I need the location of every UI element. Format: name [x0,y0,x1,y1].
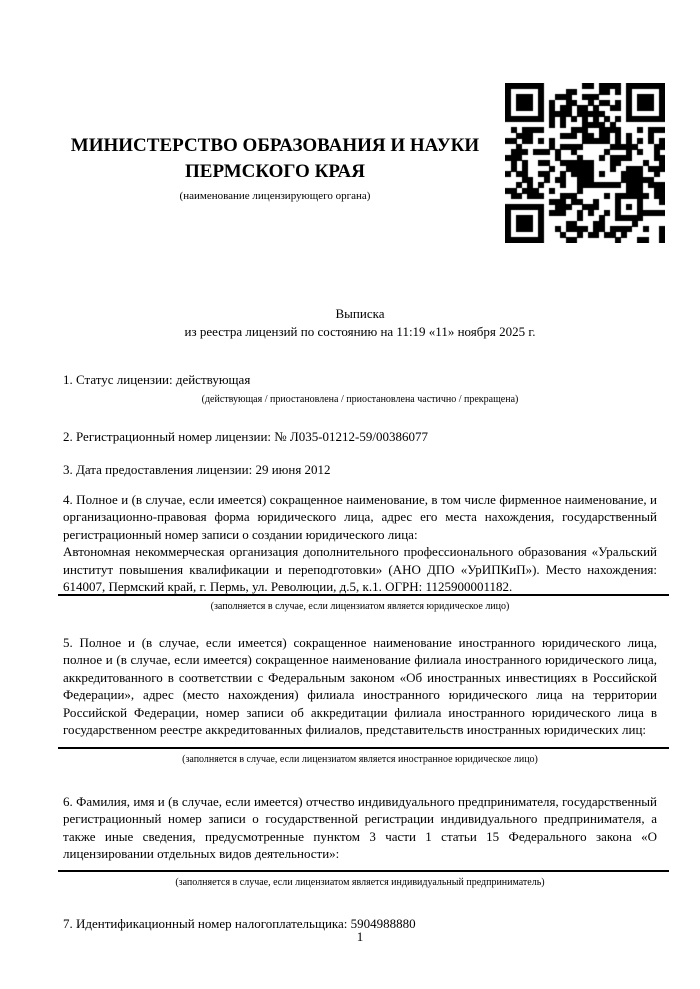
taxpayer-number-line: 7. Идентификационный номер налогоплательщика: 5904988880 [63,915,416,931]
entrepreneur-caption: (заполняется в случае, если лицензиатом является индивидуальный предприниматель) [175,876,545,888]
licensing-authority-header [63,133,487,203]
legal-entity-section [63,491,657,613]
entrepreneur-question: 6. Фамилия, имя и (в случае, если имеется) отчество индивидуального предпринимателя, государственный регистрационный номер записи о государственной регистрации индивидуального предпринимателя, а также иные сведения, предусмотренные пунктом 3 части 1 статьи 15 Федерального закона «О лицензировании отдельных видов деятельности»: [63,793,657,861]
license-status-section [63,371,657,406]
qr-code [505,83,665,243]
legal-entity-question: 4. Полное и (в случае, если имеется) сокращенное наименование, в том числе фирменное наименование, и организационно-правовая форма юридического лица, адрес его места нахождения, государственный регистрационный номер записи о создании юридического лица: [63,491,657,542]
qr-code-canvas [505,83,665,243]
document-subtitle: из реестра лицензий по состоянию на 11:19 «11» ноября 2025 г. [184,323,536,339]
field-underline [58,870,669,872]
document-title: Выписка [335,306,385,321]
foreign-entity-section [63,634,657,766]
license-status-line: 1. Статус лицензии: действующая [63,372,251,387]
registration-number-line: 2. Регистрационный номер лицензии: № Л035-01212-59/00386077 [63,428,429,444]
legal-entity-answer: Автономная некоммерческая организация дополнительного профессионального образования «Уральский институт повышения квалификации и переподготовки» (АНО ДПО «УрИПКиП»). Место нахождения: 614007, Пермский край, г. Пермь, ул. Революции, д.5, к.1. ОГРН: 1125900001182. [63,544,657,594]
field-underline [58,747,669,749]
legal-entity-caption: (заполняется в случае, если лицензиатом является юридическое лицо) [210,600,510,612]
licensing-authority-caption: (наименование лицензирующего органа) [179,190,371,202]
license-status-options-caption: (действующая / приостановлена / приостановлена частично / прекращена) [201,393,519,405]
ministry-name-line1: МИНИСТЕРСТВО ОБРАЗОВАНИЯ И НАУКИ [70,135,480,156]
grant-date-line: 3. Дата предоставления лицензии: 29 июня 2012 [63,462,331,477]
ministry-name-line2: ПЕРМСКОГО КРАЯ [185,161,365,182]
foreign-entity-question: 5. Полное и (в случае, если имеется) сокращенное наименование иностранного юридического лица, полное и (в случае, если имеется) сокращенное наименование филиала иностранного юридического лица, аккредитованного в соответствии с Федеральным законом «Об иностранных инвестициях в Российской Федерации», адрес (место нахождения) филиала иностранного юридического лица на территории Российской Федерации, номер записи об аккредитации филиала иностранного юридического лица в государственном реестре аккредитованных филиалов, представительств иностранных юридических лиц: [63,634,657,737]
foreign-entity-caption: (заполняется в случае, если лицензиатом является иностранное юридическое лицо) [182,753,538,765]
document-body [63,305,657,932]
entrepreneur-section [63,793,657,889]
page-number: 1 [356,929,364,944]
